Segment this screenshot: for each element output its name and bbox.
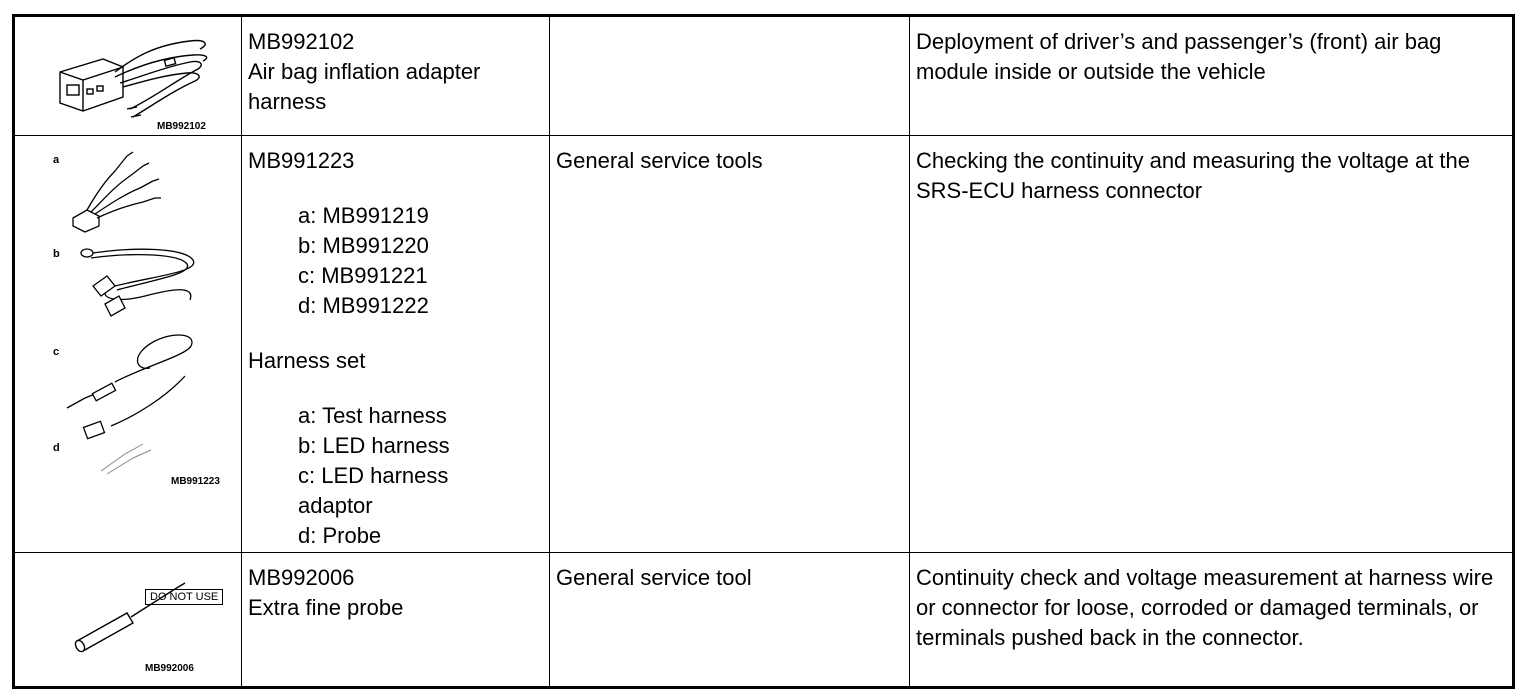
special-tools-table (12, 14, 1515, 689)
tool-number-name-cell (242, 16, 550, 136)
letter-a-label: a (53, 154, 60, 166)
tool-number-name-cell (242, 136, 550, 553)
supersession-text: General service tools (556, 148, 763, 173)
illustration-caption: MB992102 (157, 121, 206, 132)
harness-set-drawing (15, 136, 243, 553)
tool-illustration-cell (14, 16, 242, 136)
application-text: Continuity check and voltage measurement at harness wire or connector for loose, corroded or damaged terminals, or terminals pushed back in the connector. (916, 565, 1494, 650)
do-not-use-label: DO NOT USE (145, 589, 223, 605)
tool-number: MB991223 (248, 148, 355, 173)
table-row (14, 553, 1514, 688)
extra-fine-probe-drawing (15, 553, 243, 688)
tool-number: MB992102 (248, 29, 355, 54)
sub-number: a: MB991219 (298, 203, 429, 228)
application-cell (910, 16, 1514, 136)
illustration-caption: MB991223 (171, 476, 220, 487)
supersession-cell (550, 136, 910, 553)
air-bag-adapter-harness-drawing (15, 17, 243, 137)
tool-name: Air bag inflation adapter harness (248, 59, 481, 114)
sub-name: b: LED harness (298, 433, 450, 458)
sub-name-list (248, 401, 478, 551)
application-cell (910, 553, 1514, 688)
tool-illustration-cell (14, 136, 242, 603)
sub-name: d: Probe (298, 523, 382, 548)
supersession-text: General service tool (556, 565, 752, 590)
application-text: Deployment of driver’s and passenger’s (front) air bag module inside or outside the vehicle (916, 29, 1442, 84)
tool-number: MB992006 (248, 565, 355, 590)
sub-name: a: Test harness (298, 403, 447, 428)
application-text: Checking the continuity and measuring the voltage at the SRS-ECU harness connector (916, 148, 1471, 203)
supersession-cell (550, 16, 910, 136)
tool-number-name-cell (242, 553, 550, 688)
letter-b-label: b (53, 248, 60, 260)
table-row (14, 136, 1514, 553)
illustration-caption: MB992006 (145, 663, 194, 674)
application-cell (910, 136, 1514, 553)
sub-number: d: MB991222 (298, 293, 429, 318)
set-name: Harness set (248, 348, 366, 373)
table-row (14, 16, 1514, 136)
tool-illustration-cell (14, 553, 242, 688)
sub-number: c: MB991221 (298, 263, 428, 288)
sub-number: b: MB991220 (298, 233, 429, 258)
sub-number-list (248, 201, 543, 321)
letter-d-label: d (53, 442, 60, 454)
letter-c-label: c (53, 346, 60, 358)
sub-name: c: LED harness adaptor (298, 463, 449, 518)
supersession-cell (550, 553, 910, 688)
tool-name: Extra fine probe (248, 595, 404, 620)
